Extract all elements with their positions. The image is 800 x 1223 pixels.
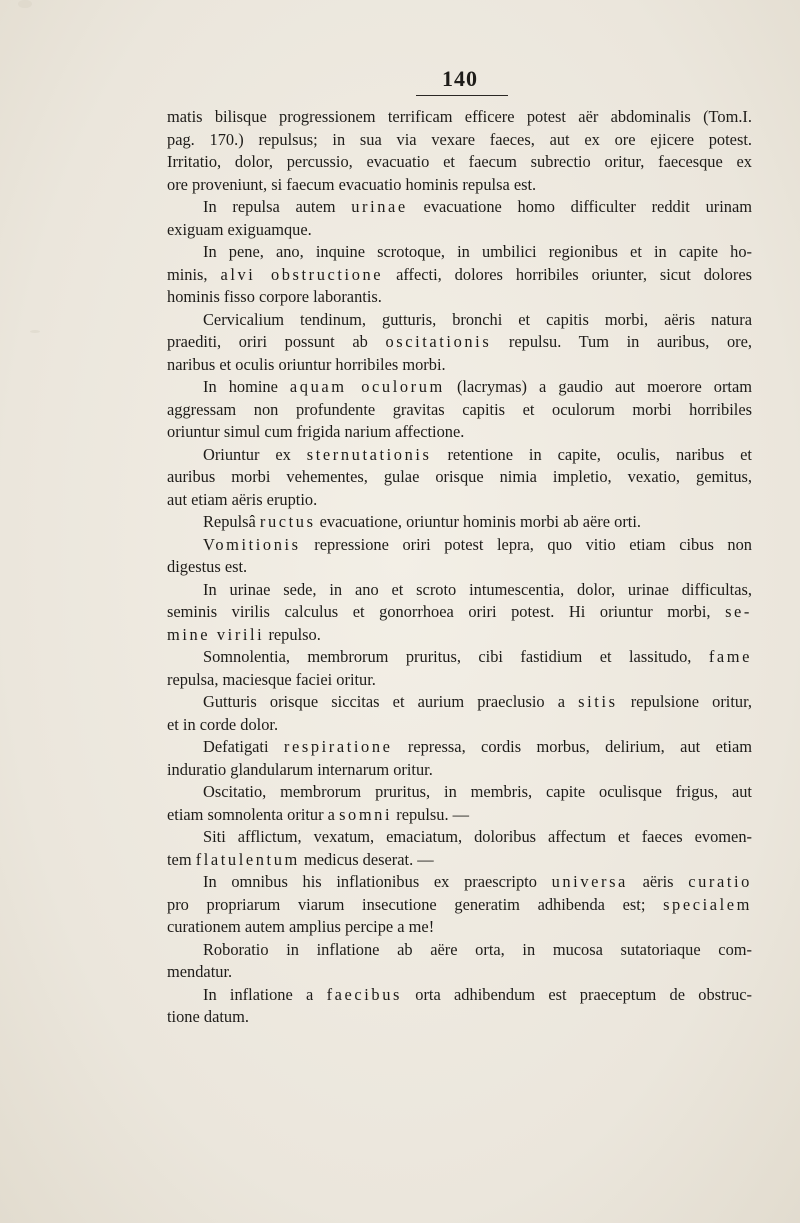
paragraph-1 xyxy=(167,106,752,196)
text-run: Irritatio, dolor, percussio, evacuatio et faecum subrectio oritur, faecesque ex xyxy=(167,152,752,171)
text-line xyxy=(167,579,752,602)
paragraph-17 xyxy=(167,984,752,1029)
text-line xyxy=(167,151,752,174)
text-run: curationem autem amplius percipe a me! xyxy=(167,917,435,936)
text-run: naribus et oculis oriuntur horribiles morbi. xyxy=(167,354,446,374)
paragraph-14 xyxy=(167,826,752,871)
text-line xyxy=(167,399,752,422)
text-line xyxy=(167,961,752,984)
spaced-emphasis: ructus xyxy=(259,512,316,531)
text-line xyxy=(167,669,752,692)
text-line xyxy=(167,264,752,287)
paragraph-7 xyxy=(167,511,752,534)
text-run: seminis virilis calculus et gonorrhoea oriri potest. Hi oriuntur morbi, xyxy=(167,602,726,621)
text-run: Roboratio in inflatione ab aëre orta, in mucosa sutatoriaque com- xyxy=(203,939,752,959)
paragraph-11 xyxy=(167,691,752,736)
text-run: repressione oriri potest lepra, quo vitio etiam cibus non xyxy=(300,534,752,554)
text-line xyxy=(167,376,752,399)
text-line xyxy=(167,354,752,377)
text-run: In inflatione a xyxy=(203,984,327,1004)
spaced-emphasis: alvi obstructione xyxy=(220,264,384,284)
paragraph-5 xyxy=(167,376,752,444)
text-line xyxy=(167,894,752,917)
text-line xyxy=(167,804,752,827)
text-run: et in corde dolor. xyxy=(167,714,279,734)
text-line xyxy=(167,331,752,354)
spaced-emphasis: urinae xyxy=(351,197,408,216)
text-run: aut etiam aëris eruptio. xyxy=(167,489,318,509)
text-line xyxy=(167,1006,752,1029)
text-line xyxy=(167,511,752,534)
text-line xyxy=(167,781,752,804)
text-line xyxy=(167,174,752,197)
spaced-emphasis: respiratione xyxy=(283,737,393,756)
paragraph-4 xyxy=(167,309,752,377)
text-run: Oscitatio, membrorum pruritus, in membris, capite oculisque frigus, aut xyxy=(203,782,752,801)
text-line xyxy=(167,984,752,1007)
text-line xyxy=(167,624,752,647)
text-line xyxy=(167,556,752,579)
spaced-emphasis: universa xyxy=(551,872,628,891)
text-line xyxy=(167,129,752,152)
text-run: pag. 170.) repulsus; in sua via vexare faeces, aut ex ore ejicere potest. xyxy=(167,129,752,149)
spaced-emphasis: se- xyxy=(725,602,752,621)
text-line xyxy=(167,489,752,512)
text-run: aëris xyxy=(627,872,689,891)
text-line xyxy=(167,219,752,242)
spaced-emphasis: aquam oculorum xyxy=(289,377,445,396)
text-line xyxy=(167,196,752,219)
text-run: minis, xyxy=(167,264,221,284)
text-line xyxy=(167,916,752,939)
text-run: Repulsâ xyxy=(203,512,260,531)
spaced-emphasis: specialem xyxy=(663,894,752,914)
paragraph-10 xyxy=(167,646,752,691)
text-run: orta adhibendum est praeceptum de obstruc- xyxy=(401,984,752,1004)
text-run: medicus deserat. — xyxy=(299,849,434,869)
text-run: Siti afflictum, vexatum, emaciatum, doloribus affectum et faeces evomen- xyxy=(203,827,752,846)
text-run: tem xyxy=(167,849,196,869)
paragraph-13 xyxy=(167,781,752,826)
spaced-emphasis: curatio xyxy=(688,872,752,891)
text-run: retentione in capite, oculis, naribus et xyxy=(431,444,752,464)
paragraph-15 xyxy=(167,871,752,939)
spaced-emphasis: Vomitionis xyxy=(203,534,301,554)
text-run: repulsione oritur, xyxy=(617,692,752,711)
text-run: repulso. xyxy=(264,624,321,644)
text-run: affecti, dolores horribiles oriunter, sicut dolores xyxy=(383,264,752,284)
text-run: pro propriarum viarum insecutione generatim adhibenda est; xyxy=(167,894,664,914)
text-line xyxy=(167,939,752,962)
paper-stain xyxy=(18,0,32,8)
body-text xyxy=(167,106,752,1029)
text-run: Gutturis orisque siccitas et aurium praeclusio a xyxy=(203,692,579,711)
text-run: hominis fisso corpore laborantis. xyxy=(167,287,382,306)
spaced-emphasis: faecibus xyxy=(326,984,402,1004)
text-line xyxy=(167,826,752,849)
text-run: matis bilisque progressionem terrificam efficere potest aër abdominalis (Tom.I. xyxy=(167,107,752,126)
text-run: auribus morbi vehementes, gulae orisque nimia impletio, vexatio, gemitus, xyxy=(167,467,752,486)
spaced-emphasis: sternutationis xyxy=(306,444,432,464)
text-run: repressa, cordis morbus, delirium, aut etiam xyxy=(392,737,752,756)
paragraph-9 xyxy=(167,579,752,647)
text-line xyxy=(167,871,752,894)
text-run: repulsa, maciesque faciei oritur. xyxy=(167,669,376,689)
spaced-emphasis: sitis xyxy=(578,692,618,711)
spaced-emphasis: mine virili xyxy=(167,624,265,644)
text-line xyxy=(167,646,752,669)
text-line xyxy=(167,736,752,759)
paragraph-2 xyxy=(167,196,752,241)
page-number: 140 xyxy=(442,66,478,91)
paragraph-8 xyxy=(167,534,752,579)
text-line xyxy=(167,601,752,624)
paragraph-3 xyxy=(167,241,752,309)
text-run: mendatur. xyxy=(167,962,233,981)
text-run: Oriuntur ex xyxy=(203,444,307,464)
text-line xyxy=(167,534,752,557)
paragraph-16 xyxy=(167,939,752,984)
text-run: aggressam non profundente gravitas capitis et oculorum morbi horribiles xyxy=(167,399,752,419)
page-number-rule xyxy=(416,95,508,96)
text-run: repulsu. Tum in auribus, ore, xyxy=(491,332,752,351)
text-run: In omnibus his inflationibus ex praescripto xyxy=(203,872,552,891)
text-line xyxy=(167,241,752,264)
text-run: In repulsa autem xyxy=(203,197,352,216)
text-run: exiguam exiguamque. xyxy=(167,219,312,239)
spaced-emphasis: fame xyxy=(708,647,752,666)
text-line xyxy=(167,444,752,467)
text-run: evacuatione homo difficulter reddit urinam xyxy=(407,197,752,216)
text-line xyxy=(167,849,752,872)
text-line xyxy=(167,714,752,737)
text-line xyxy=(167,286,752,309)
text-run: Defatigati xyxy=(203,737,284,756)
text-line xyxy=(167,421,752,444)
text-run: In pene, ano, inquine scrotoque, in umbilici regionibus et in capite ho- xyxy=(203,242,752,261)
text-line xyxy=(167,466,752,489)
text-run: Somnolentia, membrorum pruritus, cibi fastidium et lassitudo, xyxy=(203,647,709,666)
spaced-emphasis: flatulentum xyxy=(195,849,300,869)
text-line xyxy=(167,759,752,782)
spaced-emphasis: oscitationis xyxy=(385,332,492,351)
text-run: repulsu. — xyxy=(392,804,470,824)
text-run: praediti, oriri possunt ab xyxy=(167,332,386,351)
text-run: tione datum. xyxy=(167,1007,249,1026)
spaced-emphasis: somni xyxy=(339,804,393,824)
text-run: etiam somnolenta oritur a xyxy=(167,804,340,824)
text-line xyxy=(167,309,752,332)
paragraph-12 xyxy=(167,736,752,781)
paragraph-6 xyxy=(167,444,752,512)
text-line xyxy=(167,691,752,714)
text-run: (lacrymas) a gaudio aut moerore ortam xyxy=(444,377,752,396)
text-line xyxy=(167,106,752,129)
text-run: digestus est. xyxy=(167,557,248,576)
text-run: Cervicalium tendinum, gutturis, bronchi et capitis morbi, aëris natura xyxy=(203,309,752,329)
text-run: In urinae sede, in ano et scroto intumescentia, dolor, urinae difficultas, xyxy=(203,579,752,599)
text-run: ore proveniunt, si faecum evacuatio hominis repulsa est. xyxy=(167,174,537,194)
text-run: evacuatione, oriuntur hominis morbi ab aëre orti. xyxy=(315,512,641,531)
paper-stain xyxy=(30,330,40,333)
text-run: In homine xyxy=(203,377,290,396)
text-run: oriuntur simul cum frigida narium affectione. xyxy=(167,422,465,441)
text-run: induratio glandularum internarum oritur. xyxy=(167,759,433,779)
